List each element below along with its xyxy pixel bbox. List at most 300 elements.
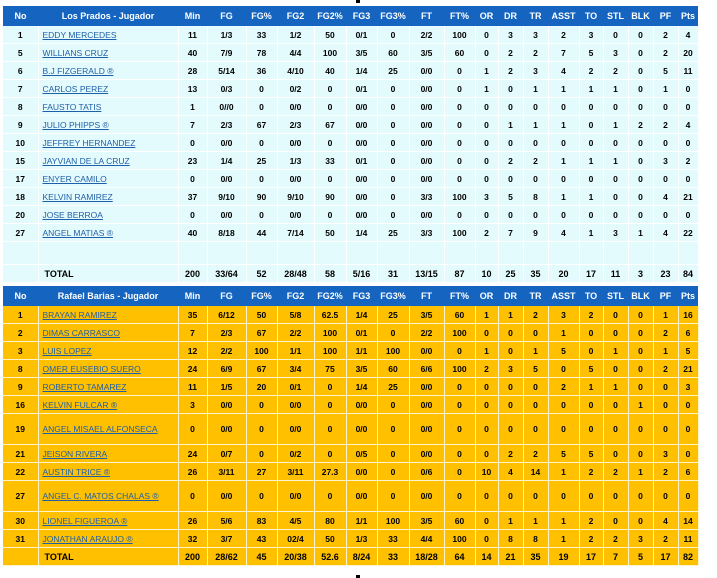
stat-cell: 2	[579, 463, 603, 481]
stat-cell: 25	[377, 378, 409, 396]
team2-col-header: ASST	[548, 286, 579, 306]
empty-cell	[653, 242, 678, 265]
stat-cell: 2/2	[409, 324, 444, 342]
player-name-cell	[38, 80, 178, 98]
total-cell: 64	[444, 548, 475, 566]
stat-cell: 19	[3, 414, 38, 445]
player-name-link[interactable]: EDDY MERCEDES	[42, 29, 117, 40]
stat-cell: 9	[523, 224, 548, 242]
total-cell: 31	[377, 265, 409, 283]
team2-col-header: Min	[178, 286, 207, 306]
stat-cell: 0	[603, 396, 628, 414]
stat-cell: 22	[3, 463, 38, 481]
stat-cell: 5	[579, 44, 603, 62]
stat-cell: 60	[377, 360, 409, 378]
stat-cell: 11	[178, 378, 207, 396]
stat-cell: 1/3	[346, 530, 377, 548]
stat-cell: 20	[246, 378, 277, 396]
stat-cell: 3	[523, 26, 548, 44]
empty-cell	[409, 242, 444, 265]
stat-cell: 0	[475, 324, 498, 342]
stat-cell: 2	[498, 152, 523, 170]
total-cell: 28/62	[207, 548, 246, 566]
stat-cell: 50	[314, 530, 346, 548]
stat-cell: 25	[377, 306, 409, 324]
stat-cell: 20	[3, 206, 38, 224]
stat-cell: 0	[314, 206, 346, 224]
total-cell: 21	[498, 548, 523, 566]
stat-cell: 37	[178, 188, 207, 206]
stat-cell: 2	[579, 62, 603, 80]
stat-cell: 11	[178, 26, 207, 44]
stat-cell: 0	[444, 206, 475, 224]
stat-cell: 2	[475, 360, 498, 378]
stat-cell: 0	[579, 116, 603, 134]
stat-cell: 67	[314, 116, 346, 134]
stat-cell: 0	[628, 445, 653, 463]
stat-cell: 0	[475, 512, 498, 530]
player-name-link[interactable]: JULIO PHIPPS ®	[42, 119, 109, 130]
stat-cell: 1	[603, 342, 628, 360]
stat-cell: 0	[548, 481, 579, 512]
stat-cell: 8	[523, 188, 548, 206]
stat-cell: 0	[678, 134, 698, 152]
stat-cell: 2/2	[409, 26, 444, 44]
player-name-link[interactable]: LUIS LOPEZ	[42, 345, 92, 356]
team1-col-header: FT%	[444, 6, 475, 26]
stat-cell: 0	[603, 26, 628, 44]
team2-col-header: Rafael Barias - Jugador	[38, 286, 178, 306]
stat-cell: 0	[628, 481, 653, 512]
stat-cell: 0/0	[409, 80, 444, 98]
player-name-link[interactable]: JAYVIAN DE LA CRUZ	[42, 155, 130, 166]
stat-cell: 0	[314, 481, 346, 512]
player-row	[3, 80, 698, 98]
player-name-link[interactable]: JONATHAN ARAUJO ®	[42, 533, 133, 544]
stat-cell: 3/7	[207, 530, 246, 548]
stat-cell: 0	[603, 306, 628, 324]
total-cell: 13/15	[409, 265, 444, 283]
stat-cell: 5	[653, 62, 678, 80]
stat-cell: 0	[377, 170, 409, 188]
stat-cell: 0	[628, 360, 653, 378]
stat-cell: 2	[678, 152, 698, 170]
stat-cell: 2	[523, 152, 548, 170]
stat-cell: 0	[579, 342, 603, 360]
stat-cell: 0	[603, 170, 628, 188]
stat-cell: 0	[178, 206, 207, 224]
stat-cell: 25	[377, 224, 409, 242]
total-cell: 58	[314, 265, 346, 283]
stat-cell: 0/7	[207, 445, 246, 463]
stat-cell: 3/5	[409, 44, 444, 62]
stat-cell: 6/9	[207, 360, 246, 378]
stat-cell: 60	[377, 44, 409, 62]
stat-cell: 21	[678, 188, 698, 206]
total-cell	[3, 548, 38, 566]
stat-cell: 0	[628, 26, 653, 44]
stat-cell: 0	[653, 170, 678, 188]
stat-cell: 0/0	[409, 206, 444, 224]
player-name-cell	[38, 342, 178, 360]
stat-cell: 0	[603, 206, 628, 224]
team2-col-header: FG	[207, 286, 246, 306]
stat-cell: 5	[3, 44, 38, 62]
stat-cell: 0	[377, 396, 409, 414]
team1-col-header: TR	[523, 6, 548, 26]
player-name-cell	[38, 152, 178, 170]
stat-cell: 0	[523, 170, 548, 188]
stat-cell: 4	[678, 26, 698, 44]
top-marker	[356, 0, 360, 3]
player-name-link[interactable]: JEFFREY HERNANDEZ	[42, 137, 136, 148]
stat-cell: 1	[603, 378, 628, 396]
player-row	[3, 188, 698, 206]
player-name-link[interactable]: AUSTIN TRICE ®	[42, 466, 111, 477]
player-row	[3, 342, 698, 360]
player-name-link[interactable]: KELVIN RAMIREZ	[42, 191, 113, 202]
stat-cell: 0/0	[409, 378, 444, 396]
stat-cell: 2	[498, 44, 523, 62]
total-cell: 23	[653, 265, 678, 283]
stat-cell: 1/4	[346, 224, 377, 242]
stat-cell: 7	[178, 116, 207, 134]
stat-cell: 1	[653, 80, 678, 98]
stat-cell: 1	[548, 80, 579, 98]
stat-cell: 0/0	[409, 396, 444, 414]
stat-cell: 0	[475, 206, 498, 224]
stat-cell: 0/3	[207, 80, 246, 98]
stat-cell: 0	[628, 324, 653, 342]
empty-cell	[523, 242, 548, 265]
stat-cell: 2	[475, 224, 498, 242]
stat-cell: 0/6	[409, 463, 444, 481]
stat-cell: 20	[678, 44, 698, 62]
player-name-cell	[38, 481, 178, 512]
stat-cell: 5	[579, 445, 603, 463]
stat-cell: 26	[178, 512, 207, 530]
stat-cell: 5	[548, 445, 579, 463]
stat-cell: 12	[178, 342, 207, 360]
stat-cell: 0	[498, 98, 523, 116]
player-name-cell	[38, 378, 178, 396]
player-name-link[interactable]: CARLOS PEREZ	[42, 83, 109, 94]
player-row	[3, 134, 698, 152]
stat-cell: 22	[678, 224, 698, 242]
stat-cell: 0	[475, 378, 498, 396]
stat-cell: 0/0	[346, 414, 377, 445]
stat-cell: 3	[628, 530, 653, 548]
total-cell: 8/24	[346, 548, 377, 566]
stat-cell: 24	[178, 445, 207, 463]
player-name-link[interactable]: BRAYAN RAMIREZ	[42, 309, 117, 320]
stat-cell: 0	[498, 80, 523, 98]
stat-cell: 23	[178, 152, 207, 170]
stat-cell: 6	[678, 463, 698, 481]
player-name-link[interactable]: WILLIANS CRUZ	[42, 47, 109, 58]
stat-cell: 67	[246, 360, 277, 378]
stat-cell: 0	[377, 188, 409, 206]
stat-cell: 1/4	[346, 62, 377, 80]
stat-cell: 0	[444, 170, 475, 188]
team1-col-header: BLK	[628, 6, 653, 26]
stat-cell: 0	[314, 170, 346, 188]
stat-cell: 5/6	[207, 512, 246, 530]
stat-cell: 44	[246, 224, 277, 242]
player-row	[3, 306, 698, 324]
stat-cell: 0/1	[346, 26, 377, 44]
stat-cell: 0	[628, 188, 653, 206]
stat-cell: 0	[523, 206, 548, 224]
stat-cell: 0/0	[277, 396, 314, 414]
stat-cell: 27	[3, 481, 38, 512]
stat-cell: 1	[603, 116, 628, 134]
stat-cell: 100	[444, 224, 475, 242]
stat-cell: 6/12	[207, 306, 246, 324]
stat-cell: 10	[475, 463, 498, 481]
stat-cell: 2	[628, 116, 653, 134]
stat-cell: 0	[628, 44, 653, 62]
stat-cell: 5/8	[277, 306, 314, 324]
player-name-link[interactable]: KELVIN FULCAR ®	[42, 399, 118, 410]
stat-cell: 0/0	[207, 396, 246, 414]
stat-cell: 1	[548, 152, 579, 170]
empty-cell	[346, 242, 377, 265]
empty-cell	[628, 242, 653, 265]
player-name-link[interactable]: OMER EUSEBIO SUERO	[42, 363, 141, 374]
stat-cell: 0	[603, 481, 628, 512]
total-cell: 20	[548, 265, 579, 283]
stat-cell: 0/2	[277, 445, 314, 463]
stat-cell: 0	[246, 170, 277, 188]
stat-cell: 35	[178, 306, 207, 324]
stat-cell: 24	[178, 360, 207, 378]
player-name-cell	[38, 463, 178, 481]
stat-cell: 0/0	[277, 170, 314, 188]
stat-cell: 100	[444, 188, 475, 206]
stat-cell: 67	[246, 324, 277, 342]
stat-cell: 1	[628, 396, 653, 414]
team2-col-header: FG3	[346, 286, 377, 306]
stat-cell: 0/0	[409, 170, 444, 188]
stat-cell: 2	[523, 445, 548, 463]
stat-cell: 0/0	[207, 206, 246, 224]
stat-cell: 4	[548, 224, 579, 242]
stat-cell: 2	[579, 530, 603, 548]
stat-cell: 0	[523, 396, 548, 414]
team1-col-header: FT	[409, 6, 444, 26]
stat-cell: 0/0	[207, 170, 246, 188]
stat-cell: 0/0	[346, 396, 377, 414]
stat-cell: 0	[603, 188, 628, 206]
stat-cell: 60	[444, 44, 475, 62]
team1-col-header: STL	[603, 6, 628, 26]
player-name-link[interactable]: ANGEL C. MATOS CHALAS ®	[42, 490, 159, 501]
stat-cell: 0	[377, 116, 409, 134]
total-cell: 45	[246, 548, 277, 566]
stat-cell: 0	[178, 170, 207, 188]
stat-cell: 0	[523, 324, 548, 342]
stat-cell: 1	[523, 80, 548, 98]
stat-cell: 1/1	[277, 342, 314, 360]
stat-cell: 1	[548, 512, 579, 530]
team2-col-header: FT	[409, 286, 444, 306]
total-cell: 18/28	[409, 548, 444, 566]
empty-cell	[475, 242, 498, 265]
stat-cell: 0/0	[409, 98, 444, 116]
stat-cell: 0	[678, 80, 698, 98]
stat-cell: 1	[628, 224, 653, 242]
stat-cell: 0	[653, 414, 678, 445]
stat-cell: 1	[498, 512, 523, 530]
player-row	[3, 206, 698, 224]
stat-cell: 4/5	[277, 512, 314, 530]
stat-cell: 0	[475, 170, 498, 188]
player-name-link[interactable]: B.J FIZGERALD ®	[42, 65, 114, 76]
stat-cell: 1	[548, 324, 579, 342]
stat-cell: 0	[603, 512, 628, 530]
stat-cell: 0	[498, 396, 523, 414]
stat-cell: 3	[653, 152, 678, 170]
team2-col-header: FG2%	[314, 286, 346, 306]
stat-cell: 0	[653, 481, 678, 512]
player-name-cell	[38, 445, 178, 463]
stat-cell: 60	[444, 512, 475, 530]
stat-cell: 3	[3, 342, 38, 360]
player-name-link[interactable]: ANGEL MISAEL ALFONSECA	[42, 423, 158, 434]
stat-cell: 3	[603, 224, 628, 242]
player-name-link[interactable]: ROBERTO TAMAREZ	[42, 381, 127, 392]
stat-cell: 3	[498, 26, 523, 44]
team1-col-header: ASST	[548, 6, 579, 26]
team1-col-header: DR	[498, 6, 523, 26]
stat-cell: 0	[628, 306, 653, 324]
player-row	[3, 62, 698, 80]
stat-cell: 2/3	[207, 324, 246, 342]
stat-cell: 0/0	[409, 445, 444, 463]
stat-cell: 0	[548, 98, 579, 116]
stat-cell: 2	[653, 44, 678, 62]
stat-cell: 0	[678, 396, 698, 414]
stat-cell: 0	[523, 414, 548, 445]
player-name-cell	[38, 224, 178, 242]
stat-cell: 0	[377, 481, 409, 512]
player-name-cell	[38, 116, 178, 134]
team2-col-header: FG3%	[377, 286, 409, 306]
stat-cell: 27	[246, 463, 277, 481]
stat-cell: 0/0	[277, 98, 314, 116]
player-name-cell	[38, 188, 178, 206]
player-name-link[interactable]: JEISON RIVERA	[42, 448, 108, 459]
stat-cell: 0	[579, 134, 603, 152]
stat-cell: 50	[314, 26, 346, 44]
stat-cell: 33	[246, 26, 277, 44]
total-cell: 200	[178, 548, 207, 566]
player-row	[3, 378, 698, 396]
stat-cell: 16	[3, 396, 38, 414]
total-cell: 33/64	[207, 265, 246, 283]
stat-cell: 31	[3, 530, 38, 548]
stat-cell: 0	[579, 481, 603, 512]
stat-cell: 100	[444, 360, 475, 378]
stat-cell: 0	[548, 360, 579, 378]
stat-cell: 6	[3, 62, 38, 80]
stat-cell: 3	[653, 445, 678, 463]
stat-cell: 3/11	[207, 463, 246, 481]
stat-cell: 14	[523, 463, 548, 481]
team2-total-row	[3, 548, 698, 566]
team2-col-header: TO	[579, 286, 603, 306]
stat-cell: 0	[548, 414, 579, 445]
stat-cell: 9	[3, 378, 38, 396]
stat-cell: 1	[548, 116, 579, 134]
player-name-link[interactable]: ENYER CAMILO	[42, 173, 107, 184]
stat-cell: 2	[603, 62, 628, 80]
stat-cell: 1	[523, 342, 548, 360]
stat-cell: 26	[178, 463, 207, 481]
stat-cell: 18	[3, 188, 38, 206]
player-name-cell	[38, 530, 178, 548]
stat-cell: 0/0	[409, 134, 444, 152]
stat-cell: 1	[548, 188, 579, 206]
stat-cell: 0	[475, 414, 498, 445]
total-cell: 82	[678, 548, 698, 566]
total-cell: 11	[603, 265, 628, 283]
stat-cell: 0	[246, 396, 277, 414]
stat-cell: 0	[444, 116, 475, 134]
stat-cell: 0	[498, 414, 523, 445]
stat-cell: 0	[246, 134, 277, 152]
total-cell: 200	[178, 265, 207, 283]
stat-cell: 10	[3, 134, 38, 152]
total-label: TOTAL	[38, 548, 178, 566]
player-name-link[interactable]: DIMAS CARRASCO	[42, 327, 120, 338]
stat-cell: 0	[377, 206, 409, 224]
stat-cell: 0	[314, 396, 346, 414]
stat-cell: 0	[444, 98, 475, 116]
team2-col-header: FG%	[246, 286, 277, 306]
stat-cell: 2	[523, 44, 548, 62]
team1-col-header: Pts	[678, 6, 698, 26]
stat-cell: 0	[314, 378, 346, 396]
stat-cell: 78	[246, 44, 277, 62]
player-name-link[interactable]: LIONEL FIGUEROA ®	[42, 515, 128, 526]
stat-cell: 0/0	[346, 170, 377, 188]
stat-cell: 0	[523, 378, 548, 396]
stat-cell: 1/1	[346, 342, 377, 360]
player-row	[3, 324, 698, 342]
stat-cell: 0/0	[409, 342, 444, 360]
stat-cell: 0/0	[409, 116, 444, 134]
stat-cell: 1	[475, 80, 498, 98]
stat-cell: 0	[579, 396, 603, 414]
stat-cell: 0	[444, 414, 475, 445]
stat-cell: 33	[314, 152, 346, 170]
stat-cell: 0/1	[346, 80, 377, 98]
player-name-link[interactable]: JOSE BERROA	[42, 209, 103, 220]
stat-cell: 7	[548, 44, 579, 62]
player-name-link[interactable]: FAUSTO TATIS	[42, 101, 102, 112]
player-name-link[interactable]: ANGEL MATIAS ®	[42, 227, 113, 238]
stat-cell: 3/5	[409, 512, 444, 530]
stat-cell: 0	[548, 134, 579, 152]
player-name-cell	[38, 26, 178, 44]
stat-cell: 0	[475, 26, 498, 44]
player-row	[3, 26, 698, 44]
stat-cell: 1	[475, 62, 498, 80]
team1-col-header: PF	[653, 6, 678, 26]
stat-cell: 0	[628, 342, 653, 360]
